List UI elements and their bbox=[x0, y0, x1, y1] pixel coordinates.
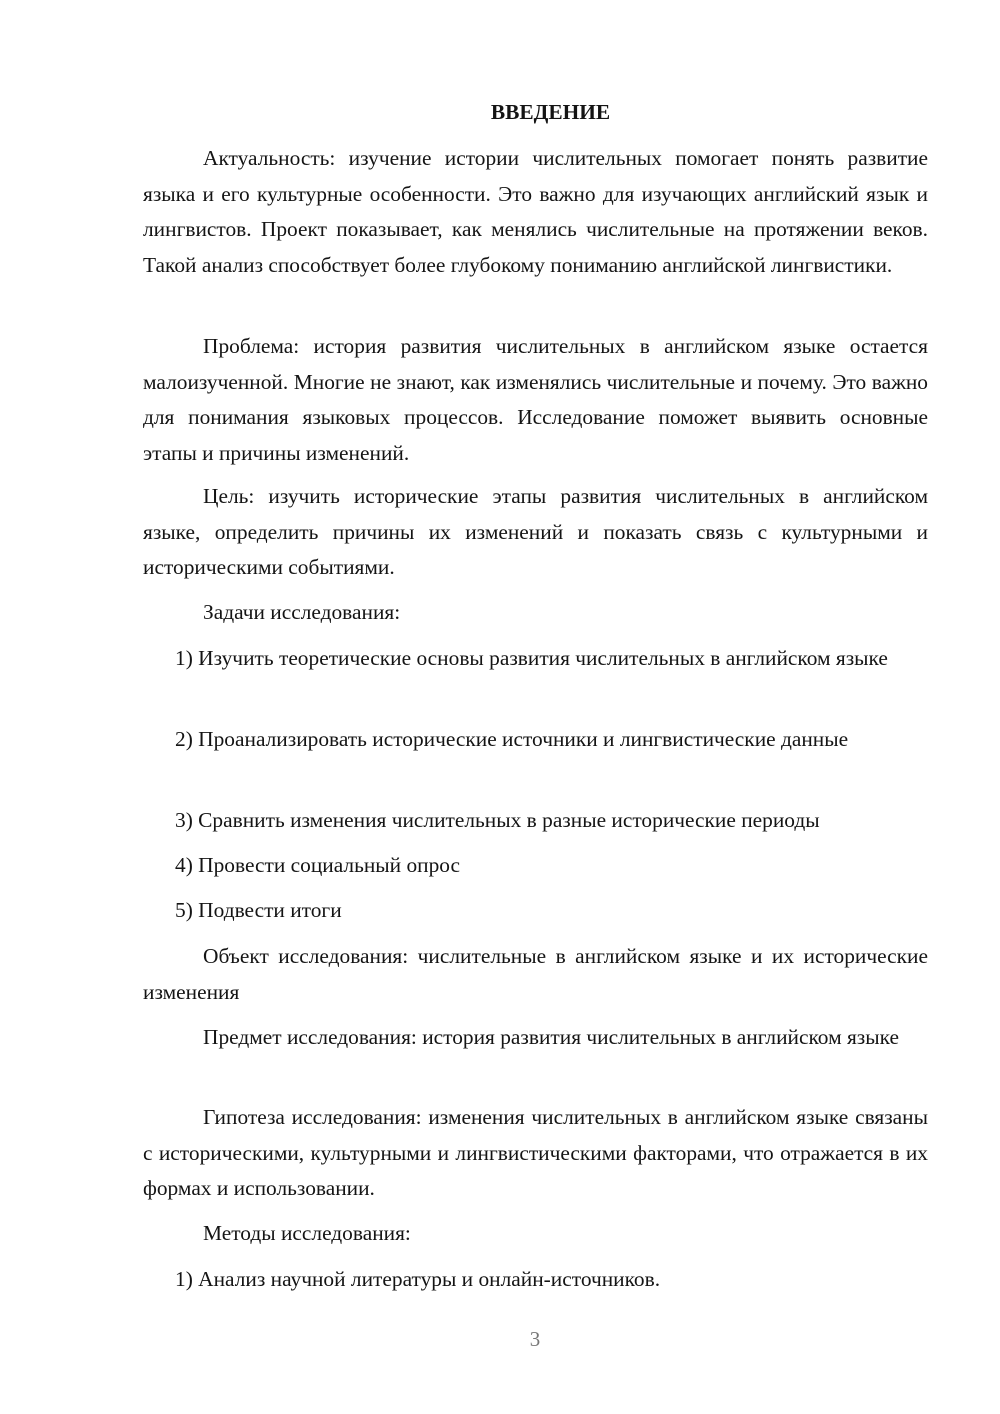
task-item-2: 2) Проанализировать исторические источники и лингвистические данные bbox=[175, 727, 849, 751]
paragraph-goal: Цель: изучить исторические этапы развития числительных в английском языке, определить причины их изменений и показать связь с культурными и историческими событиями. bbox=[143, 484, 928, 579]
task-item-5: 5) Подвести итоги bbox=[175, 898, 342, 922]
paragraph-hypothesis: Гипотеза исследования: изменения числительных в английском языке связаны с историческими, культурными и лингвистическими факторами, что отражается в их формах и использовании. bbox=[143, 1105, 928, 1200]
section-title: ВВЕДЕНИЕ bbox=[490, 100, 611, 124]
method-item-1: 1) Анализ научной литературы и онлайн-источников. bbox=[175, 1267, 661, 1291]
paragraph-problem: Проблема: история развития числительных в английском языке остается малоизученной. Многие не знают, как изменялись числительные и почему. Это важно для понимания языковых процессов. Исследование поможет выявить основные этапы и причины изменений. bbox=[143, 334, 928, 465]
paragraph-subject: Предмет исследования: история развития числительных в английском языке bbox=[203, 1025, 899, 1049]
task-item-4: 4) Провести социальный опрос bbox=[175, 853, 461, 877]
tasks-heading: Задачи исследования: bbox=[203, 600, 401, 624]
task-item-3: 3) Сравнить изменения числительных в разные исторические периоды bbox=[175, 808, 820, 832]
page-number: 3 bbox=[529, 1327, 541, 1351]
methods-heading: Методы исследования: bbox=[203, 1221, 411, 1245]
task-item-1: 1) Изучить теоретические основы развития числительных в английском языке bbox=[175, 646, 888, 670]
paragraph-object: Объект исследования: числительные в английском языке и их исторические изменения bbox=[143, 944, 928, 1004]
paragraph-relevance: Актуальность: изучение истории числительных помогает понять развитие языка и его культурные особенности. Это важно для изучающих английский язык и лингвистов. Проект показывает, как менялись числительные на протяжении веков. Такой анализ способствует более глубокому пониманию английской лингвистики. bbox=[143, 146, 928, 277]
